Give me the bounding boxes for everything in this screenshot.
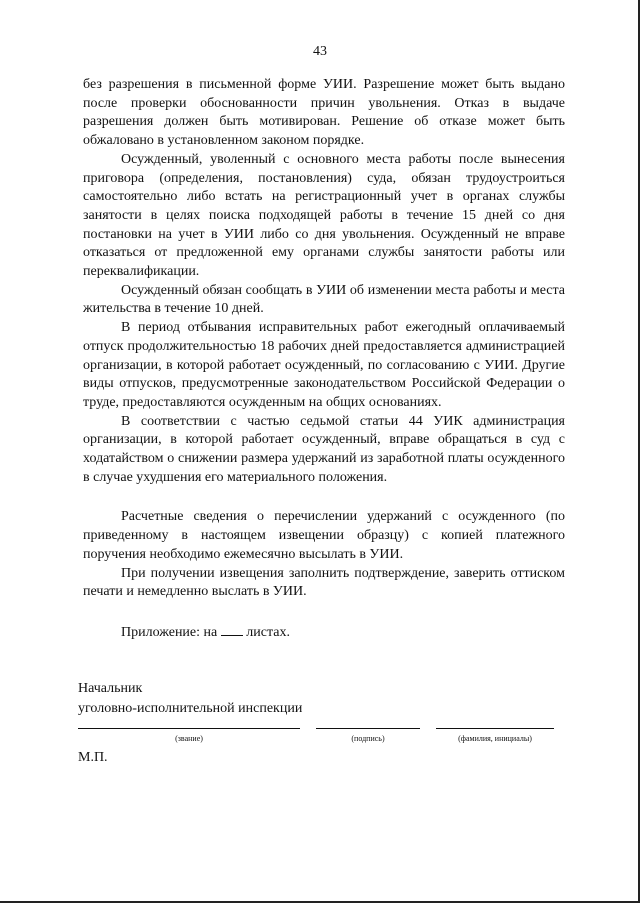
signature-title-line1: Начальник: [78, 681, 143, 696]
signature-line: [316, 728, 420, 729]
caption-signature: (подпись): [351, 734, 385, 743]
signature-title: [78, 679, 568, 719]
caption-name: (фамилия, инициалы): [458, 734, 532, 743]
paragraph-continuation: без разрешения в письменной форме УИИ. Разрешение может быть выдано после проверки обоснованности причин увольнения. Отказ в выдаче разрешения должен быть мотивирован. Решение об отказе может быть обжаловано в установленном законом порядке.: [83, 77, 565, 149]
paragraph-confirmation: При получении извещения заполнить подтверждение, заверить оттиском печати и немедленно выслать в УИИ.: [83, 565, 565, 600]
document-body: [83, 76, 565, 643]
paragraph-vacation: В период отбывания исправительных работ ежегодный оплачиваемый отпуск продолжительностью 18 рабочих дней предоставляется администрацией организации, в которой работает осужденный, по согласованию с УИИ. Другие виды отпусков, предусмотренные законодательством Российской Федерации о труде, предоставляются осужденным на общих основаниях.: [83, 320, 565, 410]
attachment-suffix: листах.: [246, 624, 290, 640]
signature-lines: [0, 728, 640, 748]
rank-line: [78, 728, 300, 729]
name-line: [436, 728, 554, 729]
paragraph-dismissal: Осужденный, уволенный с основного места работы после вынесения приговора (определения, постановления) суда, обязан трудоустроиться самостоятельно либо встать на регистрационный учет в органах службы занятости в целях поиска подходящей работы в течение 15 дней со дня постановки на учет в УИИ либо со дня увольнения. Осужденный не вправе отказаться от предложенной ему органами службы занятости работы или переквалификации.: [83, 151, 565, 280]
attachment-prefix: Приложение: на: [121, 624, 218, 640]
caption-rank: (звание): [175, 734, 203, 743]
stamp-place: М.П.: [78, 750, 108, 765]
paragraph-article-44: В соответствии с частью седьмой статьи 44 УИК администрация организации, в которой работает осужденный, вправе обращаться в суд с ходатайством о снижении размера удержаний из заработной платы осужденного в случае ухудшения его материального положения.: [83, 413, 565, 485]
attachment-blank: [221, 623, 243, 636]
signature-title-line2: уголовно-исполнительной инспекции: [78, 701, 303, 716]
paragraph-notification: Осужденный обязан сообщать в УИИ об изменении места работы и места жительства в течение 10 дней.: [83, 282, 565, 317]
page-number: 43: [313, 44, 327, 59]
paragraph-payment-info: Расчетные сведения о перечислении удержаний с осужденного (по приведенному в настоящем извещении образцу) с копией платежного поручения необходимо ежемесячно высылать в УИИ.: [83, 509, 565, 562]
attachment-line: [83, 623, 565, 643]
